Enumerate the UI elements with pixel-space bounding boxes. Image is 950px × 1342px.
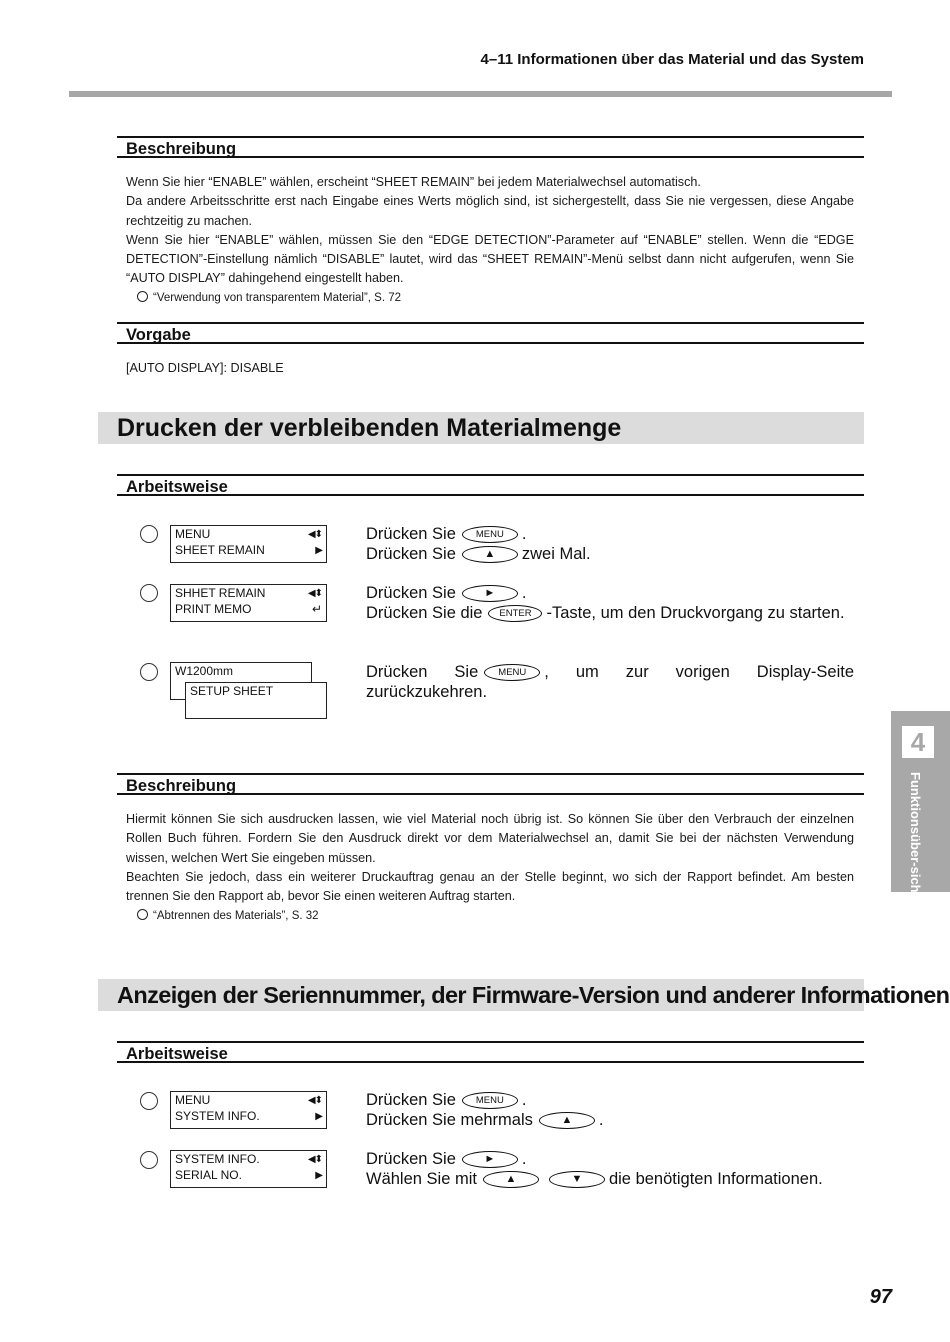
instruction-text: die benötigten Informationen. <box>608 1169 823 1188</box>
up-key-icon: ▲ <box>483 1171 539 1188</box>
lcd-display <box>170 584 327 622</box>
lcd-line-1: MENU <box>175 527 211 541</box>
step-instructions <box>366 1091 854 1130</box>
instruction-text: , um zur vorigen Display-Seite zurückzukehren. <box>366 663 854 701</box>
beschreibung-heading-2: Beschreibung <box>117 773 864 795</box>
step-instructions <box>366 525 854 564</box>
step-marker <box>140 584 158 602</box>
instruction-text: Drücken Sie <box>366 525 456 543</box>
cross-reference-2[interactable] <box>137 909 319 922</box>
right-arrow-icon: ▶ <box>315 1169 322 1181</box>
lcd-line-1: SYSTEM INFO. <box>175 1152 260 1166</box>
down-key-icon: ▼ <box>549 1171 605 1188</box>
punctuation: . <box>521 525 527 543</box>
right-arrow-icon: ▶ <box>315 1110 322 1122</box>
arbeitsweise-heading-2: Arbeitsweise <box>117 1041 864 1063</box>
lcd-line-2: PRINT MEMO <box>175 601 252 616</box>
instruction-text: Drücken Sie <box>366 663 479 681</box>
vorgabe-heading: Vorgabe <box>117 322 864 344</box>
step-instructions <box>366 663 854 702</box>
lcd-line-1: MENU <box>175 1093 211 1107</box>
vorgabe-text: [AUTO DISPLAY]: DISABLE <box>126 361 284 375</box>
arbeitsweise-heading-1: Arbeitsweise <box>117 474 864 496</box>
instruction-text: Wählen Sie mit <box>366 1169 477 1188</box>
lcd-display <box>170 525 327 563</box>
instruction-text: Drücken Sie <box>366 1091 456 1109</box>
enter-key-icon: ENTER <box>488 605 542 622</box>
instruction-text: Drücken Sie <box>366 584 456 602</box>
updown-icon: ◀⬍ <box>307 529 322 540</box>
right-key-icon: ► <box>462 1151 518 1168</box>
step-instructions <box>366 584 854 623</box>
instruction-text: Drücken Sie <box>366 1150 456 1168</box>
step-marker <box>140 1092 158 1110</box>
punctuation: . <box>598 1110 604 1129</box>
step-marker <box>140 525 158 543</box>
lcd-display <box>170 1091 327 1129</box>
updown-icon: ◀⬍ <box>307 1154 322 1165</box>
lcd-display <box>170 1150 327 1188</box>
paragraph: Wenn Sie hier “ENABLE” wählen, müssen Sie den “EDGE DETECTION”-Parameter auf “ENABLE” stellen. Wenn die “EDGE DETECTION”-Einstellung nämlich “DISABLE” lautet, wird das “SHEET REMAIN”-Menü selbst dann nicht aufgerufen, wenn Sie “AUTO DISPLAY” dahingehend eingestellt haben. <box>126 232 854 286</box>
reference-text: “Verwendung von transparentem Material”, S. 72 <box>153 292 402 304</box>
paragraph: Hiermit können Sie sich ausdrucken lassen, wie viel Material noch übrig ist. So können Sie über den Verbrauch der einzelnen Rollen Buch führen. Fordern Sie den Ausdruck direkt vor dem Materialwechsel an, damit Sie bei der nächsten Verwendung wissen, welchen Wert Sie eingeben müssen. <box>126 812 854 865</box>
menu-key-icon: MENU <box>484 664 540 681</box>
updown-icon: ◀⬍ <box>307 1095 322 1106</box>
reference-icon <box>137 291 148 302</box>
up-key-icon: ▲ <box>539 1112 595 1129</box>
instruction-text: Drücken Sie die <box>366 603 483 622</box>
lcd-line-2: SHEET REMAIN <box>175 542 265 557</box>
updown-icon: ◀⬍ <box>307 588 322 599</box>
step-marker <box>140 1151 158 1169</box>
chapter-number: 4 <box>902 726 934 758</box>
page-number: 97 <box>869 1286 892 1308</box>
punctuation: . <box>521 584 527 602</box>
running-header: 4–11 Informationen über das Material und das System <box>480 51 864 68</box>
cross-reference-1[interactable] <box>137 291 401 304</box>
menu-key-icon: MENU <box>462 526 518 543</box>
reference-icon <box>137 909 148 920</box>
section-title-system-info: Anzeigen der Seriennummer, der Firmware-Version und anderer Informationen <box>98 979 864 1011</box>
instruction-text: -Taste, um den Druckvorgang zu starten. <box>546 603 845 622</box>
beschreibung-text-2 <box>126 810 854 906</box>
enter-icon: ↵ <box>311 601 322 616</box>
beschreibung-text-1 <box>126 173 854 289</box>
right-key-icon: ► <box>462 585 518 602</box>
reference-text: “Abtrennen des Materials”, S. 32 <box>153 910 319 922</box>
lcd-display-front <box>185 682 327 719</box>
header-rule <box>69 91 892 97</box>
up-key-icon: ▲ <box>462 546 518 563</box>
lcd-line-2: SYSTEM INFO. <box>175 1108 260 1123</box>
instruction-text: Drücken Sie <box>366 544 456 563</box>
lcd-line-1: W1200mm <box>175 664 234 678</box>
right-arrow-icon: ▶ <box>315 544 322 556</box>
beschreibung-heading-1: Beschreibung <box>117 136 864 158</box>
punctuation: . <box>521 1091 527 1109</box>
paragraph: Beachten Sie jedoch, dass ein weiterer Druckauftrag genau an der Stelle beginnt, wo sich der Rapport befindet. Am besten trennen Sie den Rapport ab, bevor Sie einen weiteren Auftrag starten. <box>126 869 854 904</box>
step-instructions <box>366 1150 854 1189</box>
lcd-line-2: SETUP SHEET <box>190 684 274 698</box>
lcd-line-2: SERIAL NO. <box>175 1167 242 1182</box>
paragraph: Wenn Sie hier “ENABLE” wählen, erscheint “SHEET REMAIN” bei jedem Materialwechsel automatisch. <box>126 175 701 189</box>
lcd-line-1: SHHET REMAIN <box>175 586 266 600</box>
instruction-text: Drücken Sie mehrmals <box>366 1110 533 1129</box>
paragraph: Da andere Arbeitsschritte erst nach Eingabe eines Werts möglich sind, ist sichergestellt, dass Sie nie vergessen, diese Angabe rechtzeitig zu machen. <box>126 194 854 228</box>
step-marker <box>140 663 158 681</box>
punctuation: . <box>521 1150 527 1168</box>
section-title-remaining-material: Drucken der verbleibenden Materialmenge <box>98 412 864 444</box>
chapter-label <box>908 772 922 822</box>
menu-key-icon: MENU <box>462 1092 518 1109</box>
instruction-text: zwei Mal. <box>521 544 591 563</box>
